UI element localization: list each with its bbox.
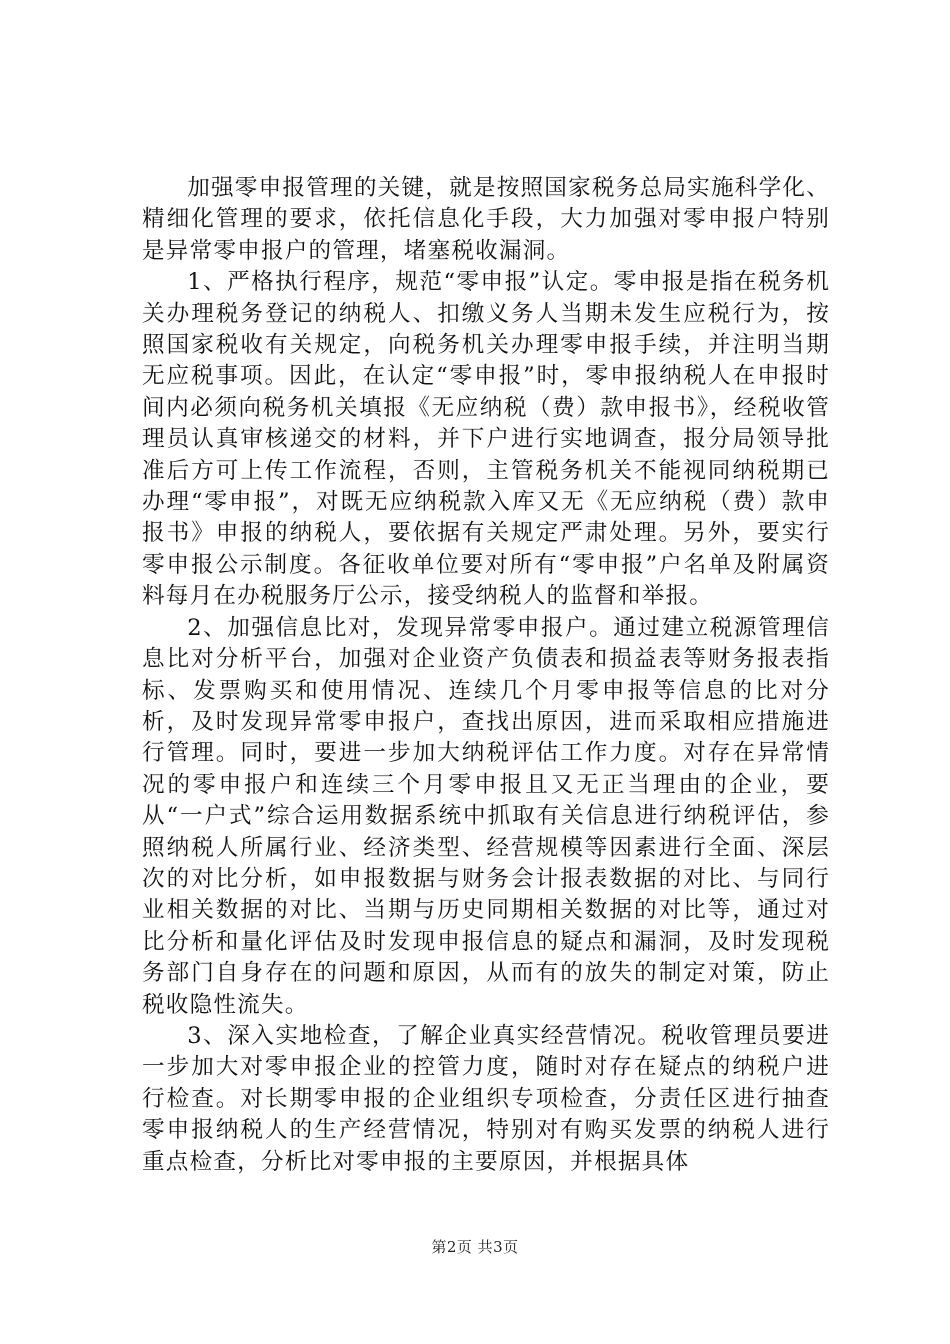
page-footer — [0, 1236, 950, 1257]
page-number-label: 第2页 共3页 — [431, 1238, 519, 1256]
section-1-paragraph: 1、严格执行程序，规范“零申报”认定。零申报是指在税务机关办理税务登记的纳税人、扣缴义务人当期未发生应税行为，按照国家税收有关规定，向税务机关办理零申报手续，并注明当期无应税事项。因此，在认定“零申报”时，零申报纳税人在申报时间内必须向税务机关填报《无应纳税（费）款申报书》，经税收管理员认真审核递交的材料，并下户进行实地调查，报分局领导批准后方可上传工作流程，否则，主管税务机关不能视同纳税期已办理“零申报”，对既无应纳税款入库又无《无应纳税（费）款申报书》申报的纳税人，要依据有关规定严肃处理。另外，要实行零申报公示制度。各征收单位要对所有“零申报”户名单及附属资料每月在办税服务厅公示，接受纳税人的监督和举报。 — [142, 269, 830, 610]
document-body — [142, 173, 830, 1178]
section-2-paragraph: 2、加强信息比对，发现异常零申报户。通过建立税源管理信息比对分析平台，加强对企业资产负债表和损益表等财务报表指标、发票购买和使用情况、连续几个月零申报等信息的比对分析，及时发现异常零申报户，查找出原因，进而采取相应措施进行管理。同时，要进一步加大纳税评估工作力度。对存在异常情况的零申报户和连续三个月零申报且又无正当理由的企业，要从“一户式”综合运用数据系统中抓取有关信息进行纳税评估，参照纳税人所属行业、经济类型、经营规模等因素进行全面、深层次的对比分析，如申报数据与财务会计报表数据的对比、与同行业相关数据的对比、当期与历史同期相关数据的对比等，通过对比分析和量化评估及时发现申报信息的疑点和漏洞，及时发现税务部门自身存在的问题和原因，从而有的放失的制定对策，防止税收隐性流失。 — [142, 614, 830, 1018]
intro-paragraph: 加强零申报管理的关键，就是按照国家税务总局实施科学化、精细化管理的要求，依托信息化手段，大力加强对零申报户特别是异常零申报户的管理，堵塞税收漏洞。 — [142, 175, 830, 264]
section-3-paragraph: 3、深入实地检查，了解企业真实经营情况。税收管理员要进一步加大对零申报企业的控管力度，随时对存在疑点的纳税户进行检查。对长期零申报的企业组织专项检查，分责任区进行抽查零申报纳税人的生产经营情况，特别对有购买发票的纳税人进行重点检查，分析比对零申报的主要原因，并根据具体 — [142, 1022, 830, 1175]
